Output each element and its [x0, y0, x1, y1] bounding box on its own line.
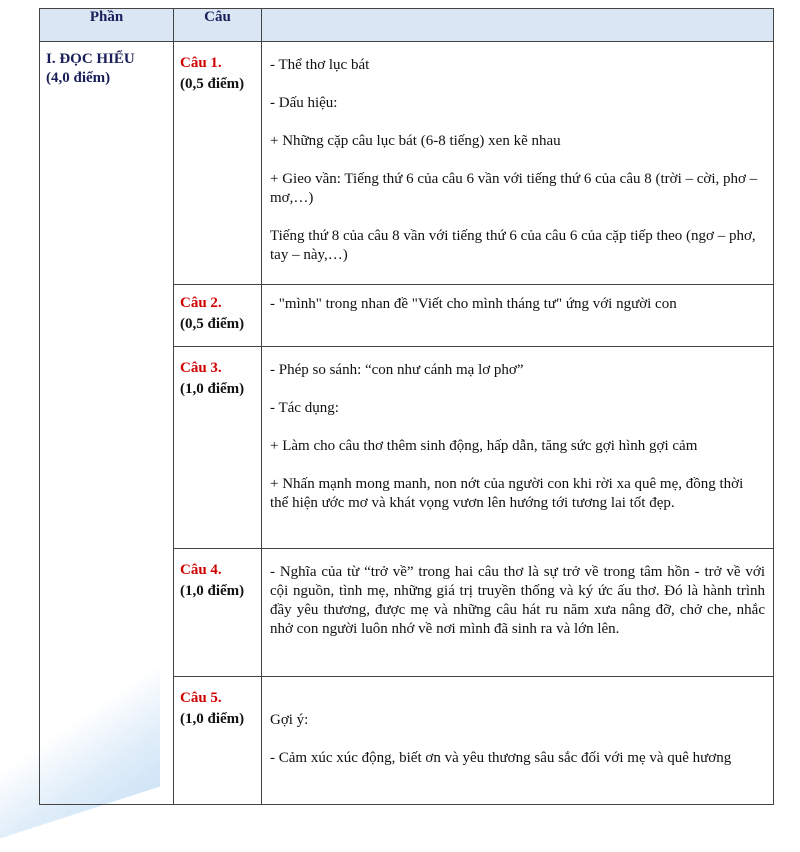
answer-line: - Phép so sánh: “con như cánh mạ lơ phơ”: [270, 362, 524, 378]
header-question: Câu: [174, 9, 262, 42]
question-points: (1,0 điểm): [180, 583, 245, 599]
question-label: Câu 2.: [180, 295, 222, 311]
table-row: [40, 42, 774, 285]
question-cell: [174, 677, 262, 805]
answer-line: - Dấu hiệu:: [270, 95, 338, 111]
answer-line: - "mình" trong nhan đề "Viết cho mình tháng tư" ứng với người con: [270, 296, 677, 312]
answer-line: - Tác dụng:: [270, 400, 339, 416]
question-cell: [174, 42, 262, 285]
question-label: Câu 4.: [180, 562, 222, 578]
part-name: I. ĐỌC HIỂU: [46, 51, 135, 67]
question-cell: [174, 347, 262, 549]
question-points: (1,0 điểm): [180, 381, 245, 397]
answer-line: + Làm cho câu thơ thêm sinh động, hấp dẫn, tăng sức gợi hình gợi cảm: [270, 438, 698, 454]
answer-line: + Những cặp câu lục bát (6-8 tiếng) xen kẽ nhau: [270, 133, 561, 149]
answer-cell: [262, 677, 774, 805]
question-cell: [174, 285, 262, 347]
part-cell: [40, 42, 174, 805]
table-header-row: [40, 9, 774, 42]
question-points: (0,5 điểm): [180, 316, 245, 332]
answer-line: Gợi ý:: [270, 712, 309, 728]
part-points: (4,0 điểm): [46, 70, 111, 86]
header-answer: [262, 9, 774, 42]
answer-line: - Nghĩa của từ “trở về” trong hai câu thơ là sự trở về trong tâm hồn - trở về với cội nguồn, tình mẹ, những giá trị truyền thống và ký ức ấu thơ. Đó là hành trình đầy yêu thương, được mẹ và những câu hát ru năm xưa nâng đỡ, chở che, nhắc nhở con người luôn nhớ về nơi mình đã sinh ra và lớn lên.: [270, 564, 765, 637]
answer-key-table: [39, 8, 774, 805]
answer-cell: [262, 42, 774, 285]
header-part: Phần: [40, 9, 174, 42]
question-label: Câu 5.: [180, 690, 222, 706]
answer-line: - Thể thơ lục bát: [270, 57, 370, 73]
answer-cell: [262, 285, 774, 347]
answer-cell: [262, 347, 774, 549]
question-points: (0,5 điểm): [180, 76, 245, 92]
answer-line: Tiếng thứ 8 của câu 8 vần với tiếng thứ 6 của câu 6 của cặp tiếp theo (ngơ – phơ, tay – này,…): [270, 228, 756, 263]
question-label: Câu 1.: [180, 55, 222, 71]
answer-line: + Gieo vần: Tiếng thứ 6 của câu 6 vần với tiếng thứ 6 của câu 8 (trời – cời, phơ – mơ,…): [270, 171, 758, 206]
question-label: Câu 3.: [180, 360, 222, 376]
answer-line: - Cảm xúc xúc động, biết ơn và yêu thương sâu sắc đối với mẹ và quê hương: [270, 750, 732, 766]
answer-cell: [262, 549, 774, 677]
question-points: (1,0 điểm): [180, 711, 245, 727]
question-cell: [174, 549, 262, 677]
answer-line: + Nhấn mạnh mong manh, non nớt của người con khi rời xa quê mẹ, đồng thời thể hiện ước mơ và khát vọng vươn lên hướng tới tương lai tốt đẹp.: [270, 476, 744, 511]
